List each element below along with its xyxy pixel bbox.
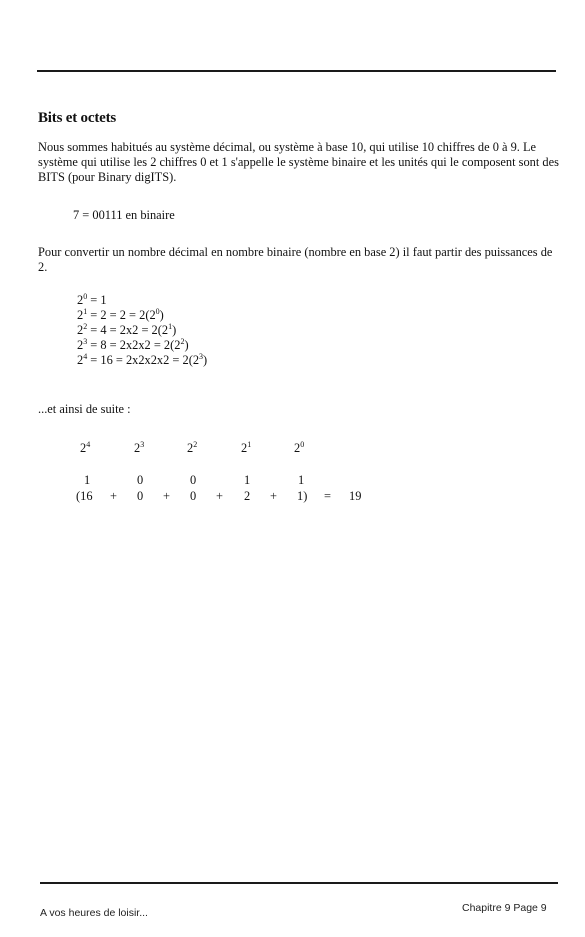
plus-sign: + bbox=[163, 489, 170, 503]
intro-paragraph: Nous sommes habitués au système décimal, ou système à base 10, qui utilise 10 chiffres de 0 à 9. Le système qui utilise les 2 chiffres 0 et 1 s'appelle le système binaire et les unités qui le composent sont des BITS (pour Binary digITS). bbox=[38, 140, 559, 184]
power-row: $2^1 = 2 = 2 = 2(2^0)$ bbox=[77, 307, 164, 322]
table-cell: 1 bbox=[244, 473, 251, 487]
conversion-paragraph: Pour convertir un nombre décimal en nombre binaire (nombre en base 2) il faut partir des puissances de 2. bbox=[38, 245, 553, 274]
power-row: $2^0 = 1$ bbox=[77, 292, 107, 307]
plus-sign: + bbox=[270, 489, 277, 503]
section-heading: Bits et octets bbox=[38, 110, 117, 126]
plus-sign: + bbox=[110, 489, 117, 503]
header-rule bbox=[37, 70, 556, 72]
power-row: $2^2 = 4 = 2x2 = 2(2^1)$ bbox=[77, 322, 177, 337]
plus-sign: + bbox=[216, 489, 223, 503]
power-row: $2^3 = 8 = 2x2x2 = 2(2^2)$ bbox=[77, 337, 189, 352]
table-cell: $2^0$ bbox=[294, 440, 305, 455]
footer-rule bbox=[40, 882, 558, 884]
table-cell: (16 bbox=[76, 489, 93, 503]
table-cell: $2^4$ bbox=[80, 440, 91, 455]
table-cell: $2^3$ bbox=[134, 440, 145, 455]
power-row: $2^4 = 16 = 2x2x2x2 = 2(2^3)$ bbox=[77, 352, 208, 367]
table-cell: 1 bbox=[298, 473, 305, 487]
table-cell: 1 bbox=[84, 473, 91, 487]
and-so-on-text: ...et ainsi de suite : bbox=[38, 402, 131, 416]
table-cell: 0 bbox=[137, 473, 144, 487]
equals-sign: = bbox=[324, 489, 331, 503]
table-cell: 0 bbox=[190, 473, 197, 487]
result-value: 19 bbox=[349, 489, 362, 503]
table-cell: 0 bbox=[137, 489, 144, 503]
footer-book-title: A vos heures de loisir... bbox=[40, 907, 148, 919]
binary-example: 7 = 00111 en binaire bbox=[73, 208, 175, 222]
powers-of-two-list bbox=[77, 293, 207, 368]
table-cell: 1) bbox=[297, 489, 308, 503]
table-cell: 2 bbox=[244, 489, 251, 503]
table-cell: $2^1$ bbox=[241, 440, 252, 455]
table-cell: $2^2$ bbox=[187, 440, 198, 455]
footer-page-number: Chapitre 9 Page 9 bbox=[462, 902, 547, 914]
table-cell: 0 bbox=[190, 489, 197, 503]
